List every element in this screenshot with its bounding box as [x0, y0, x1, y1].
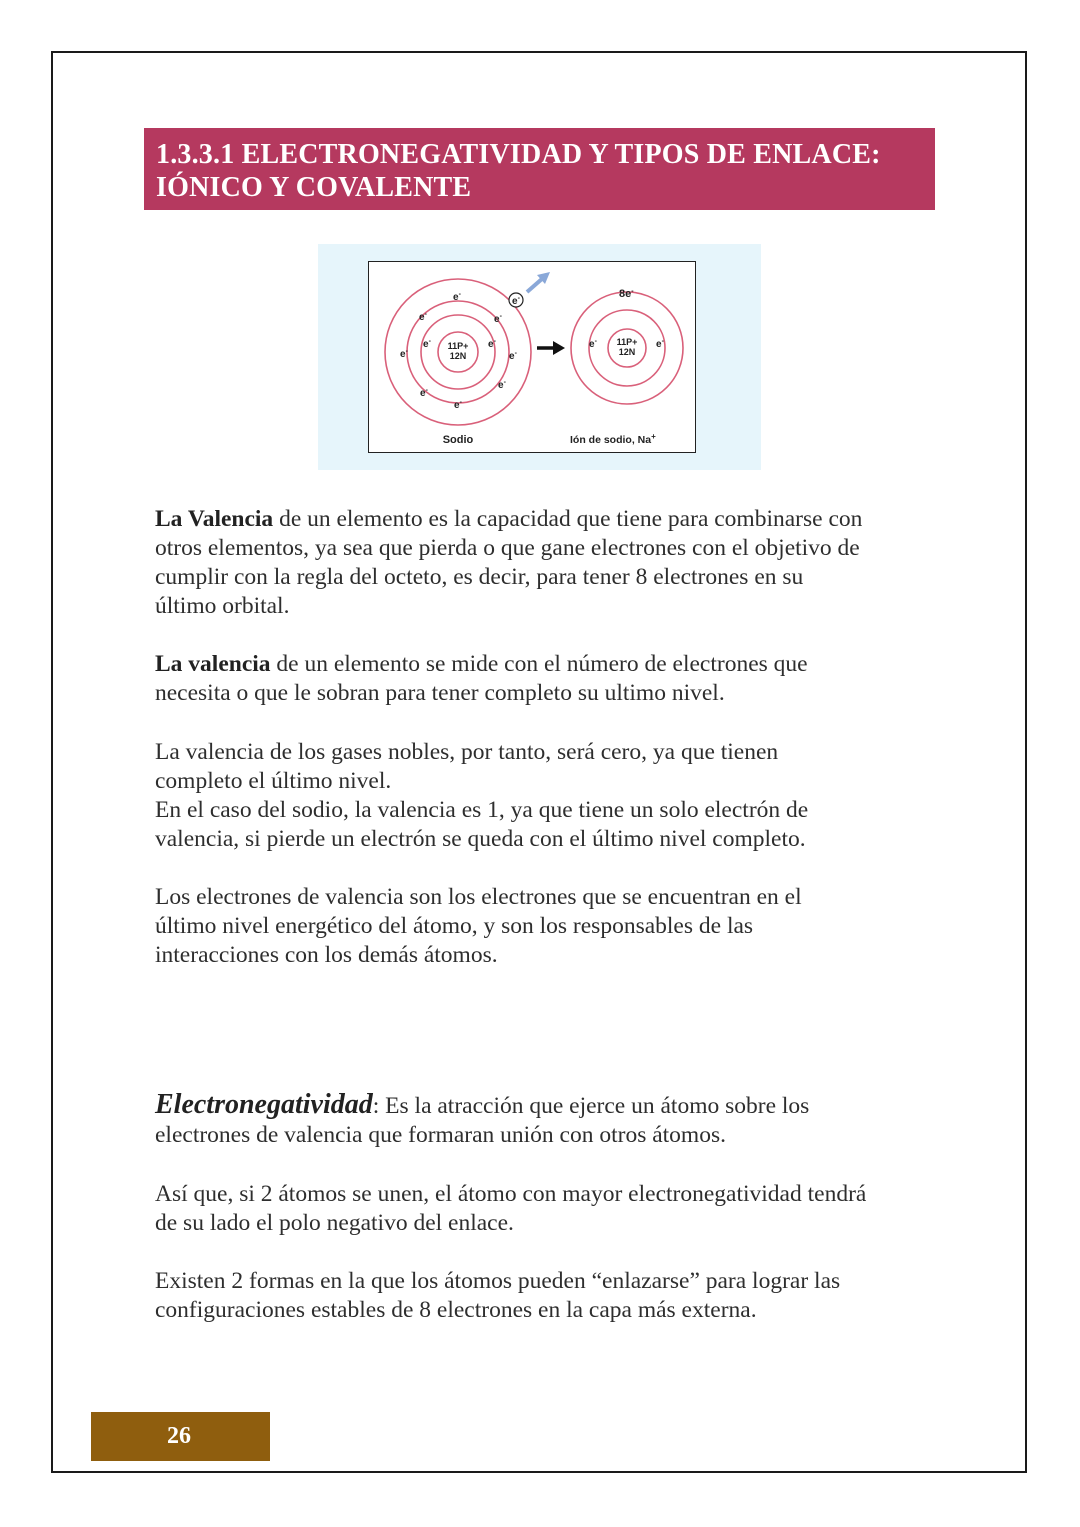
paragraph-electronegatividad — [155, 1090, 945, 1150]
electron-label: e- — [498, 379, 506, 391]
paragraph-valence-electrons — [155, 883, 945, 970]
minus-superscript: - — [458, 291, 461, 298]
figure-frame — [368, 261, 696, 453]
section-title-line-1: 1.3.3.1 ELECTRONEGATIVIDAD Y TIPOS DE ENLACE: — [156, 139, 881, 170]
sodium-ion — [570, 288, 683, 446]
minus-superscript: - — [424, 311, 427, 318]
sodium-atom-diagram — [369, 262, 694, 451]
minus-superscript: - — [517, 295, 520, 302]
text-line: La valencia de los gases nobles, por tanto, será cero, ya que tienen — [155, 739, 779, 765]
electron-label: e- — [494, 313, 502, 325]
text-line: de su lado el polo negativo del enlace. — [155, 1210, 514, 1236]
text-line: valencia, si pierde un electrón se queda con el último nivel completo. — [155, 826, 806, 852]
electron-loss-arrow-shaft — [527, 278, 543, 292]
minus-superscript: - — [459, 399, 462, 406]
electron-label: e- — [400, 348, 408, 360]
minus-superscript: - — [661, 338, 664, 345]
electron-label: e- — [589, 338, 597, 350]
nucleus-protons-label: 11P+ — [447, 341, 469, 351]
term-la-valencia: La Valencia — [155, 506, 274, 532]
text-line: Los electrones de valencia son los electrones que se encuentran en el — [155, 884, 802, 910]
term-electronegatividad: Electronegatividad — [155, 1089, 373, 1120]
text-line: interacciones con los demás átomos. — [155, 942, 498, 968]
text-line: último orbital. — [155, 593, 290, 619]
valence-electron-label: e- — [512, 295, 520, 307]
paragraph-valencia-measure — [155, 650, 945, 708]
text-line: electrones de valencia que formaran unión con otros átomos. — [155, 1122, 726, 1148]
paragraph-bond-forms — [155, 1267, 945, 1325]
sodium-caption: Sodio — [442, 434, 474, 446]
minus-superscript: - — [514, 350, 517, 357]
text-line: de un elemento se mide con el número de electrones que — [270, 651, 808, 677]
text-line: completo el último nivel. — [155, 768, 392, 794]
paragraph-noble-gases — [155, 738, 945, 854]
text-line: Existen 2 formas en la que los átomos pueden “enlazarse” para lograr las — [155, 1268, 841, 1294]
electron-label: e- — [419, 311, 427, 323]
minus-superscript: - — [493, 338, 496, 345]
ion-outer-shell-label: 8e- — [619, 288, 634, 300]
electron-label: e- — [656, 338, 664, 350]
text-line: necesita o que le sobran para tener completo su ultimo nivel. — [155, 680, 725, 706]
ion-nucleus-neutrons-label: 12N — [618, 347, 636, 357]
page-number-badge — [91, 1412, 270, 1461]
text-line: cumplir con la regla del octeto, es decir, para tener 8 electrones en su — [155, 564, 804, 590]
minus-superscript: - — [503, 379, 506, 386]
minus-superscript: - — [425, 387, 428, 394]
minus-superscript: - — [405, 348, 408, 355]
paragraph-negative-pole — [155, 1180, 945, 1238]
section-title-line-2: IÓNICO Y COVALENTE — [156, 172, 472, 203]
text-line: de un elemento es la capacidad que tiene para combinarse con — [273, 506, 863, 532]
text-line: : Es la atracción que ejerce un átomo sobre los — [372, 1093, 810, 1119]
sodium-ion-figure — [318, 244, 761, 470]
electron-label: e- — [454, 399, 462, 411]
electron-label: e- — [453, 291, 461, 303]
minus-superscript: - — [594, 338, 597, 345]
minus-superscript: - — [631, 288, 634, 295]
nucleus-neutrons-label: 12N — [449, 351, 467, 361]
text-line: En el caso del sodio, la valencia es 1, ya que tiene un solo electrón de — [155, 797, 809, 823]
electron-label: e- — [420, 387, 428, 399]
ion-nucleus-protons-label: 11P+ — [616, 337, 638, 347]
electron-label: e- — [509, 350, 517, 362]
paragraph-valencia-definition — [155, 505, 945, 621]
page-number: 26 — [167, 1423, 191, 1449]
text-line: Así que, si 2 átomos se unen, el átomo con mayor electronegatividad tendrá — [155, 1181, 867, 1207]
minus-superscript: - — [499, 313, 502, 320]
reaction-arrow-icon — [537, 341, 565, 355]
electron-label: e- — [488, 338, 496, 350]
sodium-atom — [385, 272, 550, 446]
text-line: configuraciones estables de 8 electrones en la capa más externa. — [155, 1297, 757, 1323]
text-line: último nivel energético del átomo, y son los responsables de las — [155, 913, 754, 939]
electron-label: e- — [423, 338, 431, 350]
section-title-banner — [144, 128, 935, 210]
sodium-ion-caption: Ión de sodio, Na+ — [570, 432, 656, 446]
text-line: otros elementos, ya sea que pierda o que gane electrones con el objetivo de — [155, 535, 860, 561]
minus-superscript: - — [428, 338, 431, 345]
term-la-valencia: La valencia — [155, 651, 271, 677]
